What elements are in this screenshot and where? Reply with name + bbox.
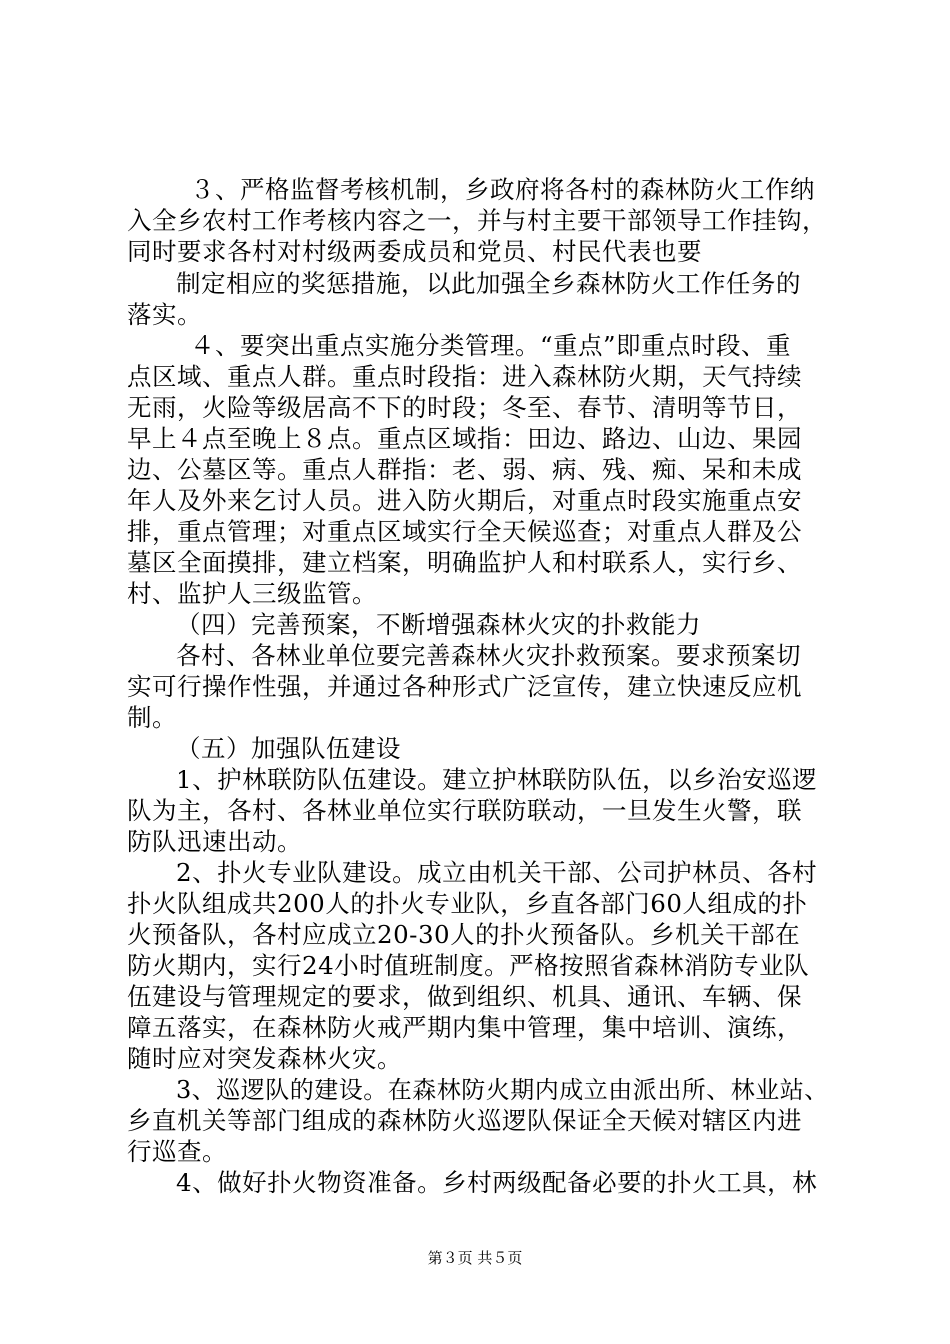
- page-number: 第３页 共５页: [427, 1249, 523, 1267]
- body-line: ３、严格监督考核机制，乡政府将各村的森林防火工作纳: [190, 175, 815, 204]
- body-line: 队为主，各村、各林业单位实行联防联动，一旦发生火警，联: [127, 796, 802, 825]
- body-line: 实可行操作性强，并通过各种形式广泛宣传，建立快速反应机: [127, 672, 802, 701]
- body-line: 障五落实，在森林防火戒严期内集中管理，集中培训、演练，: [127, 1013, 802, 1042]
- body-line: 年人及外来乞讨人员。进入防火期后，对重点时段实施重点安: [127, 486, 802, 515]
- body-line: 点区域、重点人群。重点时段指：进入森林防火期，天气持续: [127, 362, 802, 391]
- body-line: 早上４点至晚上８点。重点区域指：田边、路边、山边、果园: [127, 424, 802, 453]
- body-line: 伍建设与管理规定的要求，做到组织、机具、通讯、车辆、保: [127, 982, 802, 1011]
- body-line: 防火期内，实行24小时值班制度。严格按照省森林消防专业队: [127, 951, 810, 980]
- body-line: 墓区全面摸排，建立档案，明确监护人和村联系人，实行乡、: [127, 548, 802, 577]
- body-line: 村、监护人三级监管。: [127, 579, 377, 608]
- body-line: 防队迅速出动。: [127, 827, 302, 856]
- body-line: 随时应对突发森林火灾。: [127, 1044, 402, 1073]
- body-line: 边、公墓区等。重点人群指：老、弱、病、残、痴、呆和未成: [127, 455, 802, 484]
- body-line: 同时要求各村对村级两委成员和党员、村民代表也要: [127, 237, 702, 266]
- section-heading: （五）加强队伍建设: [176, 734, 401, 763]
- body-line: 制。: [127, 703, 177, 732]
- body-line: 4、做好扑火物资准备。乡村两级配备必要的扑火工具，林: [176, 1168, 818, 1197]
- body-line: 各村、各林业单位要完善森林火灾扑救预案。要求预案切: [176, 641, 801, 670]
- body-line: 行巡查。: [127, 1137, 227, 1166]
- body-line: ４、要突出重点实施分类管理。“重点”即重点时段、重: [190, 331, 792, 360]
- body-line: 乡直机关等部门组成的森林防火巡逻队保证全天候对辖区内进: [127, 1106, 802, 1135]
- body-line: 无雨，火险等级居高不下的时段；冬至、春节、清明等节日，: [127, 393, 802, 422]
- body-line: 入全乡农村工作考核内容之一，并与村主要干部领导工作挂钩，: [127, 206, 827, 235]
- section-heading: （四）完善预案，不断增强森林火灾的扑救能力: [176, 610, 701, 639]
- body-line: 火预备队，各村应成立20-30人的扑火预备队。乡机关干部在: [127, 920, 801, 949]
- body-line: 扑火队组成共200人的扑火专业队，乡直各部门60人组成的扑: [127, 889, 808, 918]
- body-line: 制定相应的奖惩措施，以此加强全乡森林防火工作任务的: [176, 269, 801, 298]
- body-line: 3、巡逻队的建设。在森林防火期内成立由派出所、林业站、: [176, 1076, 829, 1104]
- body-line: 落实。: [127, 300, 202, 329]
- body-line: 1、护林联防队伍建设。建立护林联防队伍，以乡治安巡逻: [176, 765, 818, 794]
- body-line: 2、扑火专业队建设。成立由机关干部、公司护林员、各村: [176, 858, 818, 887]
- body-line: 排，重点管理；对重点区域实行全天候巡查；对重点人群及公: [127, 517, 802, 546]
